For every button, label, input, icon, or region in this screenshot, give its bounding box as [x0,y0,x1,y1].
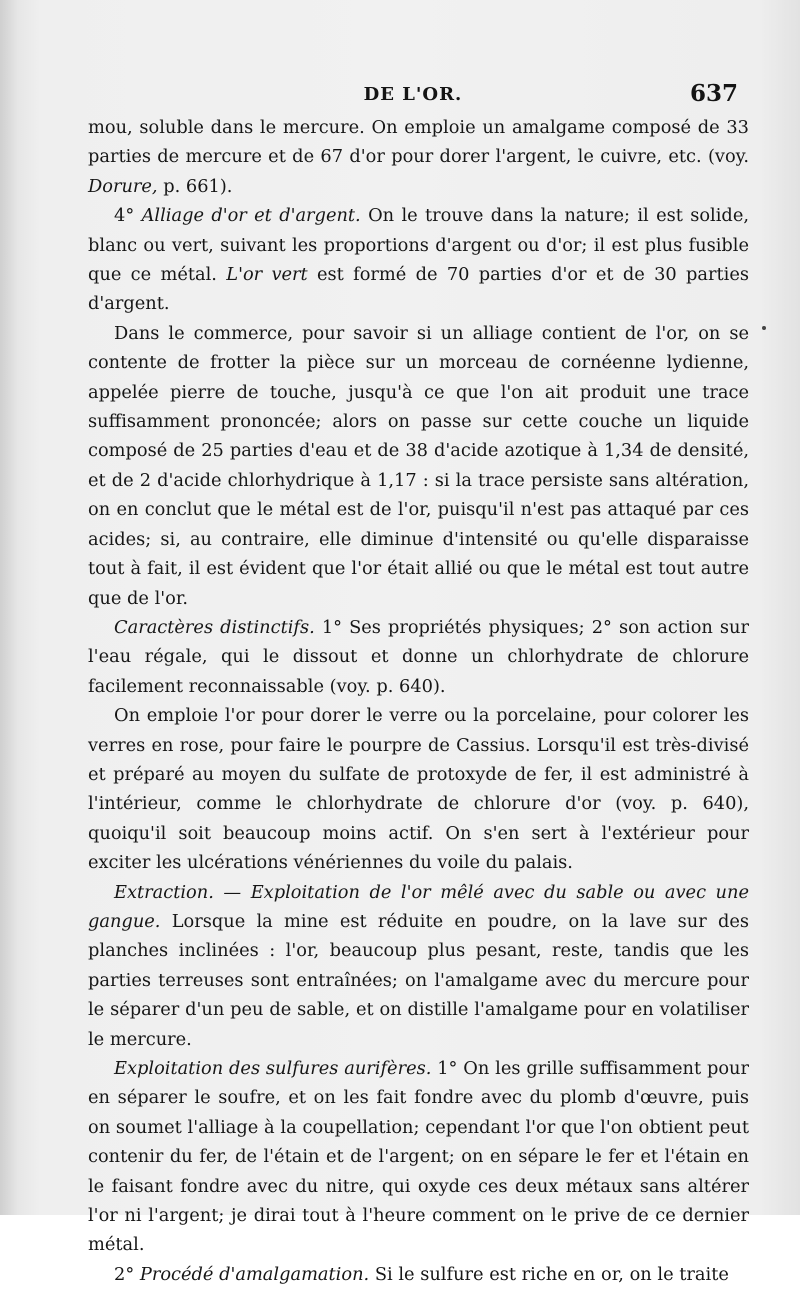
paragraph [88,701,749,877]
paragraph [88,613,749,701]
page-number: 637 [689,80,738,107]
italic-run: Alliage d'or et d'argent. [141,205,361,227]
text-run: 1° On les grille suffisamment pour en séparer le soufre, et on les fait fondre avec du plomb d'œuvre, puis on soumet l'alliage à la coupellation; cependant l'or que l'on obtient peut contenir du fer, de l'étain et de l'argent; on en sépare le fer et l'étain en le faisant fondre avec du nitre, qui oxyde ces deux métaux sans altérer l'or ni l'argent; je dirai tout à l'heure comment on le prive de ce dernier métal. [88,1058,750,1256]
text-run: 4° [114,205,142,227]
text-run: est formé de 70 parties d'or et de 30 parties d'argent. [88,264,749,315]
body-text [88,113,749,1289]
italic-run: Exploitation des sulfures aurifères. [114,1058,432,1079]
text-run: 1° Ses propriétés physiques; 2° son action sur l'eau régale, qui le dissout et donne un chlorhydrate de chlorure facilement reconnaissable (voy. p. 640). [88,616,749,697]
text-run: Dans le commerce, pour savoir si un alliage contient de l'or, on se contente de frotter la pièce sur un morceau de cornéenne lydienne, appelée pierre de touche, jusqu'à ce que l'on ait produit une trace suffisamment prononcée; alors on passe sur cette couche un liquide composé de 25 parties d'eau et de 38 d'acide azotique à 1,34 de densité, et de 2 d'acide chlorhydrique à 1,17 : si la trace persiste sans altération, on en conclut que le métal est de l'or, puisqu'il n'est pas attaqué par ces acides; si, au contraire, elle diminue d'intensité ou qu'elle disparaisse tout à fait, il est évident que l'or était allié ou que le métal est tout autre que de l'or. [88,322,749,609]
page-header [88,80,738,110]
running-head: DE L'OR. [363,84,463,105]
text-run: mou, soluble dans le mercure. On emploie un amalgame composé de 33 parties de mercure et de 67 d'or pour dorer l'argent, le cuivre, etc. (voy. [88,117,749,168]
text-run: Si le sulfure est riche en or, on le traite [369,1263,729,1285]
paragraph [88,201,749,319]
margin-speck [762,326,766,330]
italic-run: Dorure, [88,175,158,197]
text-run: On le trouve dans la nature; il est solide, blanc ou vert, suivant les proportions d'argent ou d'or; il est plus fusible que ce métal. [88,205,749,286]
paragraph [88,878,749,1054]
paragraph [88,1260,749,1289]
text-run: p. 661). [157,175,233,197]
paragraph [88,319,749,613]
text-run: On emploie l'or pour dorer le verre ou la porcelaine, pour colorer les verres en rose, pour faire le pourpre de Cassius. Lorsqu'il est très-divisé et préparé au moyen du sulfate de protoxyde de fer, il est administré à l'intérieur, comme le chlorhydrate de chlorure d'or (voy. p. 640), quoiqu'il soit beaucoup moins actif. On s'en sert à l'extérieur pour exciter les ulcérations vénériennes du voile du palais. [88,705,749,874]
paragraph [88,113,749,201]
italic-run: Extraction. — Exploitation de l'or mêlé avec du sable ou avec une gangue. [88,881,749,932]
text-run: 2° [114,1263,140,1285]
text-run: Lorsque la mine est réduite en poudre, on la lave sur des planches inclinées : l'or, beaucoup plus pesant, reste, tandis que les parties terreuses sont entraînées; on l'amalgame avec du mercure pour le séparer d'un peu de sable, et on distille l'amalgame pour en volatiliser le mercure. [88,910,749,1050]
paragraph [88,1054,749,1260]
italic-run: L'or vert [226,264,308,286]
italic-run: Caractères distinctifs. [114,616,315,638]
italic-run: Procédé d'amalgamation. [139,1263,370,1285]
